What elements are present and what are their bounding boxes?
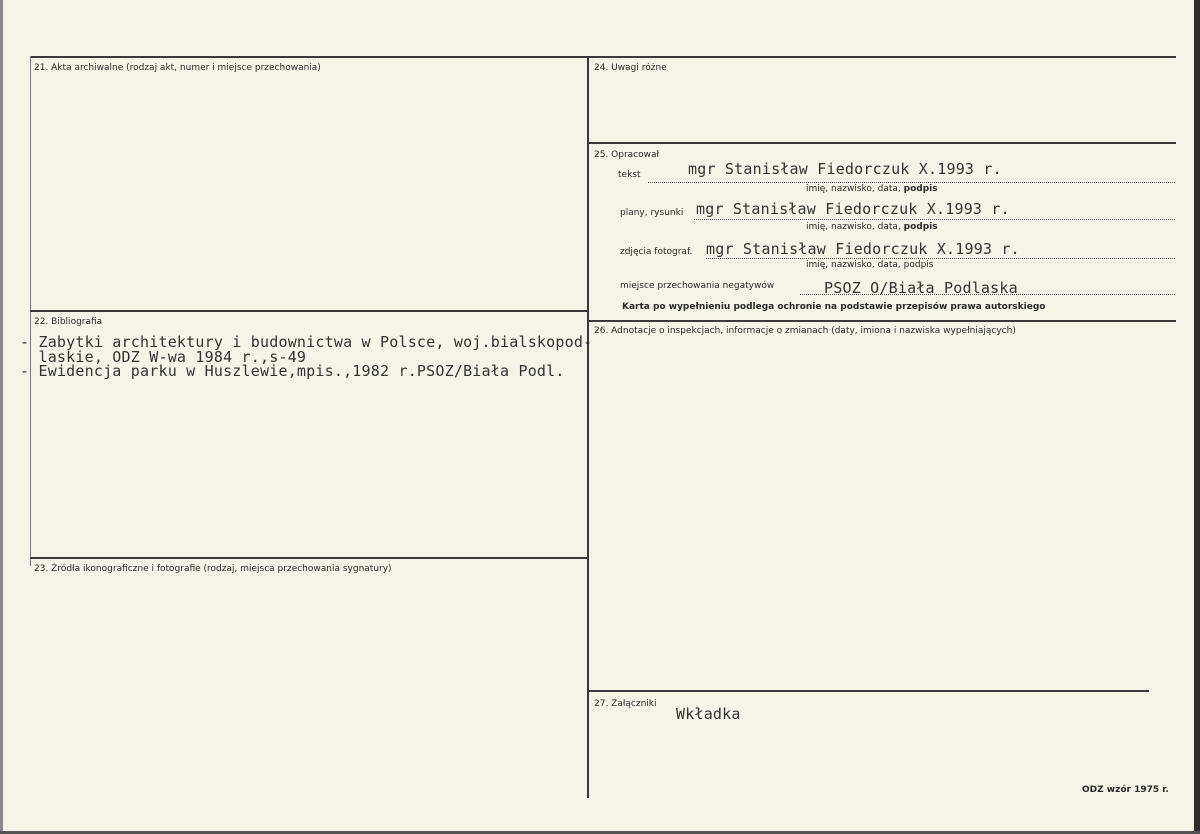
plany-line — [694, 219, 1175, 220]
section-24-label: 24. Uwagi różne — [594, 63, 667, 73]
paper-right-edge — [1194, 0, 1200, 834]
section-25-label: 25. Opracował — [594, 150, 660, 160]
bibliography-line-3: - Ewidencja parku w Huszlewie,mpis.,1982 r.PSOZ/Biała Podl. — [20, 362, 565, 380]
bibliography-line-2: laskie, ODZ W-wa 1984 r.,s-49 — [20, 348, 307, 366]
zdjecia-line — [706, 258, 1175, 259]
negatywy-value: PSOZ O/Biała Podlaska — [824, 279, 1018, 297]
paper-left-edge — [0, 0, 3, 834]
top-border — [30, 56, 1176, 58]
section-22-label: 22. Bibliografia — [34, 317, 103, 327]
middle-divider — [587, 56, 589, 798]
form-footer: ODZ wzór 1975 r. — [1082, 785, 1169, 795]
section-23-label: 23. Źródła ikonograficzne i fotografie (rodzaj, miejsca przechowania sygnatury) — [34, 564, 392, 574]
zdjecia-caption: imię, nazwisko, data, podpis — [806, 260, 934, 270]
section-26-label: 26. Adnotacje o inspekcjach, informacje o zmianach (daty, imiona i nazwiska wypełniających) — [594, 326, 1016, 336]
zdjecia-label: zdjęcia fotograf. — [620, 247, 693, 257]
bibliography-line-1: - Zabytki architektury i budownictwa w Polsce, woj.bialskopod- — [20, 333, 593, 351]
divider-24-25 — [589, 142, 1176, 144]
copyright-notice: Karta po wypełnieniu podlega ochronie na podstawie przepisów prawa autorskiego — [622, 302, 1046, 312]
zdjecia-value: mgr Stanisław Fiedorczuk X.1993 r. — [706, 240, 1020, 258]
negatywy-line — [800, 294, 1175, 295]
attachments-value: Wkładka — [676, 705, 741, 723]
divider-25-26 — [589, 320, 1176, 322]
divider-21-22 — [30, 310, 587, 312]
tekst-caption: imię, nazwisko, data, podpis — [806, 184, 938, 194]
divider-22-23 — [30, 557, 587, 559]
tekst-value: mgr Stanisław Fiedorczuk X.1993 r. — [688, 160, 1002, 178]
negatywy-label: miejsce przechowania negatywów — [620, 281, 775, 291]
tekst-label: tekst — [618, 170, 641, 180]
section-21-label: 21. Akta archiwalne (rodzaj akt, numer i miejsce przechowania) — [34, 63, 321, 73]
plany-value: mgr Stanisław Fiedorczuk X.1993 r. — [696, 200, 1010, 218]
plany-caption: imię, nazwisko, data, podpis — [806, 222, 938, 232]
divider-26-27 — [589, 690, 1149, 692]
plany-label: plany, rysunki — [620, 208, 684, 218]
tekst-line — [648, 182, 1175, 183]
section-27-label: 27. Załączniki — [594, 699, 657, 709]
